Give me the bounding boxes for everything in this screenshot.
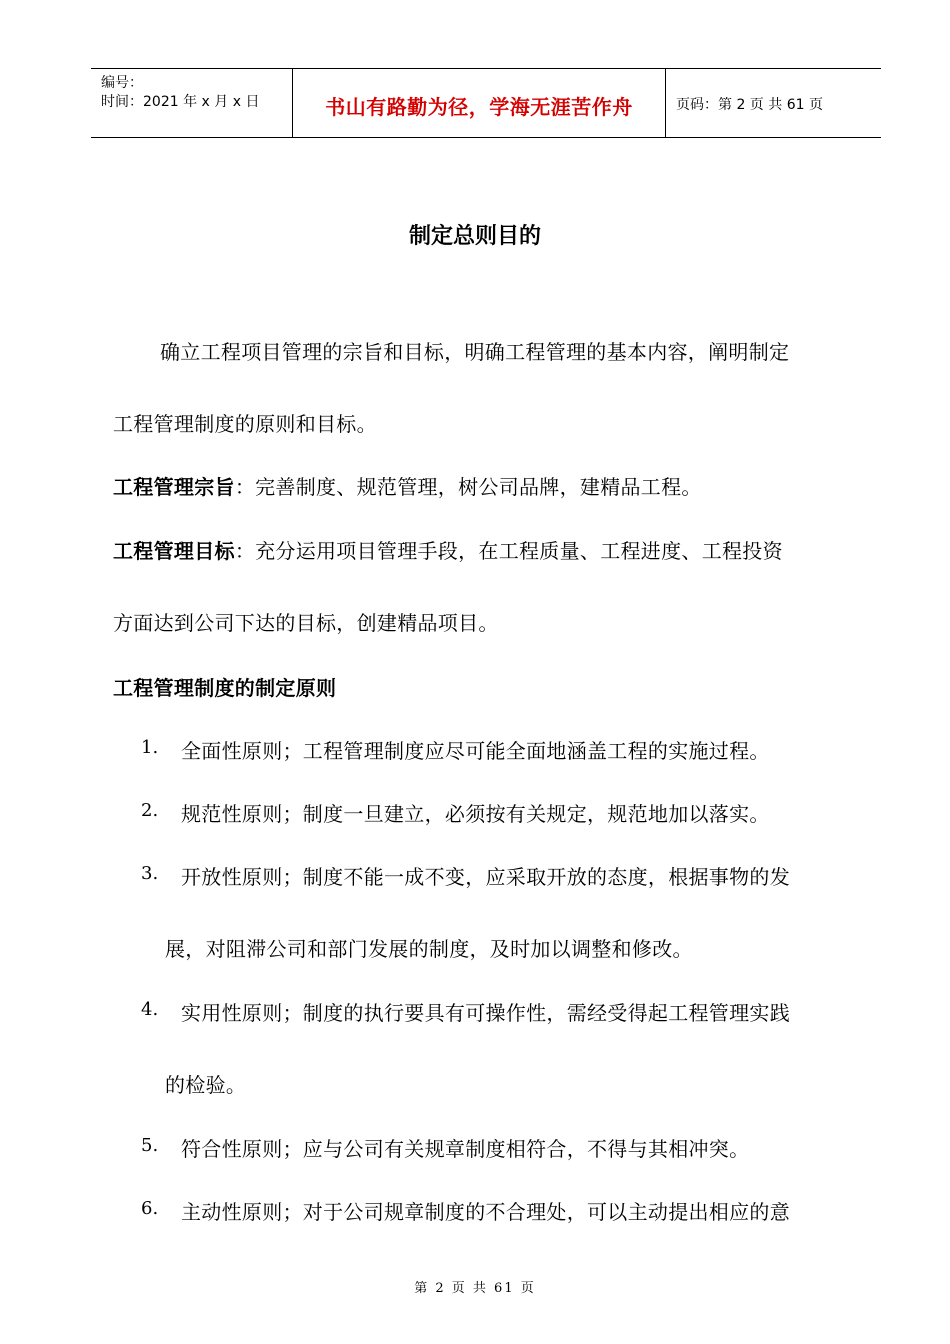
purpose-text: ：完善制度、规范管理，树公司品牌，建精品工程。 bbox=[234, 475, 702, 499]
page-title: 制定总则目的 bbox=[408, 224, 541, 249]
principle-line-continued: 展，对阻滞公司和部门发展的制度，及时加以调整和修改。 bbox=[165, 937, 693, 961]
principles-heading: 工程管理制度的制定原则 bbox=[113, 676, 337, 700]
principle-number: 4. bbox=[141, 999, 159, 1020]
header-page-label: 页码：第 2 页 共 61 页 bbox=[676, 97, 823, 113]
header-motto-cell bbox=[293, 69, 666, 137]
principle-line: 符合性原则；应与公司有关规章制度相符合，不得与其相冲突。 bbox=[181, 1137, 750, 1161]
header-motto: 书山有路勤为径，学海无涯苦作舟 bbox=[325, 95, 633, 119]
page-header bbox=[91, 68, 881, 138]
principle-line-continued: 的检验。 bbox=[165, 1073, 247, 1097]
purpose-label: 工程管理宗旨 bbox=[113, 475, 235, 499]
principle-number: 1. bbox=[141, 737, 159, 758]
principle-number: 6. bbox=[141, 1198, 159, 1219]
principle-line: 全面性原则；工程管理制度应尽可能全面地涵盖工程的实施过程。 bbox=[181, 739, 770, 763]
page-footer: 第 2 页 共 61 页 bbox=[414, 1281, 536, 1296]
principle-number: 3. bbox=[141, 863, 159, 884]
intro-line-1: 确立工程项目管理的宗旨和目标，明确工程管理的基本内容，阐明制定 bbox=[160, 340, 790, 364]
principle-line: 主动性原则；对于公司规章制度的不合理处，可以主动提出相应的意 bbox=[181, 1200, 790, 1224]
principle-line: 实用性原则；制度的执行要具有可操作性，需经受得起工程管理实践 bbox=[181, 1001, 790, 1025]
principle-number: 2. bbox=[141, 800, 159, 821]
goal-text-line-1: ：充分运用项目管理手段，在工程质量、工程进度、工程投资 bbox=[234, 539, 783, 563]
document-date-label: 时间：2021 年 x 月 x 日 bbox=[101, 94, 260, 110]
goal-paragraph bbox=[113, 535, 783, 564]
principle-number: 5. bbox=[141, 1135, 159, 1156]
goal-text-line-2: 方面达到公司下达的目标，创建精品项目。 bbox=[113, 611, 499, 635]
purpose-paragraph bbox=[113, 471, 702, 500]
intro-line-2: 工程管理制度的原则和目标。 bbox=[113, 412, 377, 436]
principle-line: 开放性原则；制度不能一成不变，应采取开放的态度，根据事物的发 bbox=[181, 865, 790, 889]
header-info-cell bbox=[91, 69, 293, 137]
goal-label: 工程管理目标 bbox=[113, 539, 235, 563]
header-page-cell bbox=[666, 69, 881, 137]
document-number-label: 编号： bbox=[101, 75, 143, 91]
principle-line: 规范性原则；制度一旦建立，必须按有关规定，规范地加以落实。 bbox=[181, 802, 770, 826]
